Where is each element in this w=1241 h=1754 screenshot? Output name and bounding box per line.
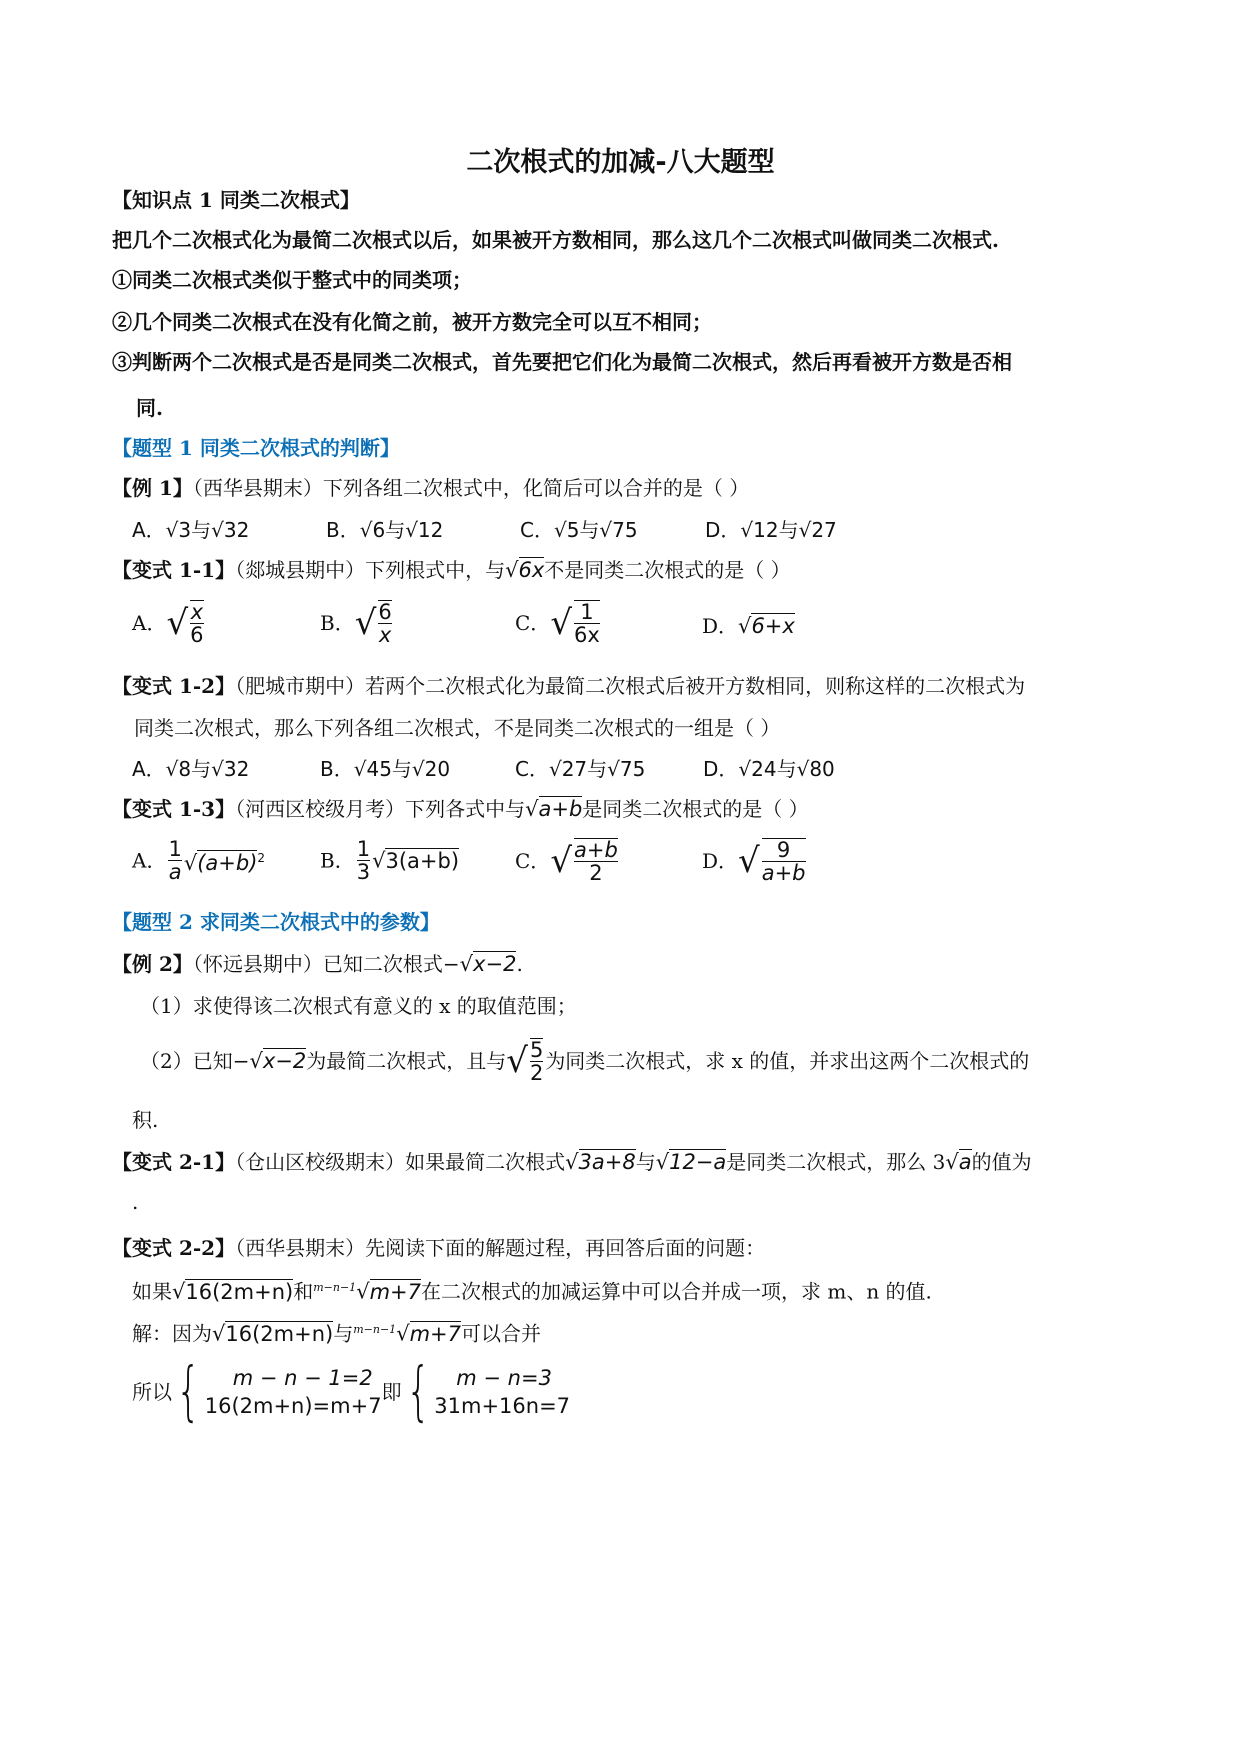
- text: 即: [381, 1380, 402, 1404]
- variant-1-1-stem-a: （郯城县期中）下列根式中，与: [235, 558, 506, 582]
- variant-1-2-stem-b: 同类二次根式，那么下列各组二次根式，不是同类二次根式的一组是（ ）: [134, 716, 781, 740]
- type1-heading: 【题型 1 同类二次根式的判断】: [112, 436, 400, 460]
- example-2-q2: （2）已知−√x−2为最简二次根式，且与√ $\frac{5}{2}$ 为同类二次根式，求 x 的值，并求出这两个二次根式的: [140, 1038, 1030, 1085]
- option-radicand: 6+x: [751, 614, 795, 638]
- example-2: [112, 952, 523, 976]
- fraction-numerator: 9: [776, 838, 791, 862]
- text: 如果: [132, 1279, 172, 1304]
- variant-1-1: [112, 558, 791, 582]
- variant-1-2-option-b: B．√45与√20: [320, 757, 451, 781]
- variant-1-2: [112, 674, 1025, 698]
- text: 与: [333, 1321, 354, 1346]
- variant-2-2-line-1: 如果√16(2m+n)和$^{m-n-1}$√m+7在二次根式的加减运算中可以合并成一项，求 m、n 的值.: [132, 1279, 932, 1304]
- variant-1-3-option-a: A． $\frac{1}{a}$ $√(a+b)^2$: [132, 837, 266, 884]
- radicand: m+7: [369, 1279, 421, 1304]
- variant-2-2: [112, 1236, 765, 1260]
- variant-2-2-tag: 【变式 2-2】: [112, 1236, 236, 1260]
- radicand: 16(2m+n): [185, 1279, 294, 1304]
- fraction-denominator: 2: [589, 861, 603, 885]
- kp1-definition: 把几个二次根式化为最简二次根式以后，如果被开方数相同，那么这几个二次根式叫做同类二次根式.: [112, 228, 999, 252]
- variant-1-3-option-d: D．√ $\frac{9}{a+b}$: [702, 838, 806, 885]
- fraction-numerator: 6: [378, 600, 392, 624]
- example-2-tag: 【例 2】: [112, 952, 193, 976]
- variant-2-1-radicand-1: 3a+8: [578, 1150, 636, 1174]
- kp1-point-3-cont: 同.: [136, 396, 163, 420]
- variant-1-3-stem-b: 是同类二次根式的是（ ）: [582, 797, 809, 821]
- variant-1-1-option-c: C．√ $\frac{1}{6x}$: [515, 600, 600, 647]
- fraction-numerator: 5: [529, 1038, 544, 1062]
- variant-1-3-stem-a: （河西区校级月考）下列各式中与: [235, 797, 526, 821]
- q2-text-c: 为同类二次根式，求 x 的值，并求出这两个二次根式的: [545, 1049, 1030, 1073]
- variant-2-1-radicand-3: a: [958, 1150, 972, 1174]
- variant-2-1-stem-c: 的值为: [971, 1150, 1032, 1174]
- fraction-denominator: 6: [190, 623, 204, 647]
- option-label: C．: [515, 849, 551, 873]
- text: 和: [293, 1279, 314, 1304]
- example-1-tag: 【例 1】: [112, 476, 193, 500]
- example-1-stem: （西华县期末）下列各组二次根式中，化简后可以合并的是（ ）: [192, 476, 750, 500]
- root-index: m−n−1: [353, 1323, 397, 1336]
- kp1-point-2: ②几个同类二次根式在没有化简之前，被开方数完全可以互不相同；: [112, 310, 712, 334]
- text: 解：因为: [132, 1321, 212, 1346]
- radicand: m+7: [409, 1321, 461, 1346]
- variant-2-2-line-3: [132, 1355, 571, 1429]
- example-2-radicand: x−2: [473, 952, 517, 976]
- text: 可以合并: [461, 1321, 541, 1346]
- variant-1-3-option-b: B． $\frac{1}{3}$ √3(a+b): [320, 837, 460, 884]
- option-label: A．: [132, 611, 167, 635]
- fraction-numerator: 1: [168, 837, 182, 861]
- example-1: [112, 476, 749, 500]
- variant-2-1: 【变式 2-1】（仓山区校级期末）如果最简二次根式√3a+8与√12−a是同类二次根式，那么 3√a的值为: [112, 1150, 1032, 1174]
- variant-2-1-blank: .: [132, 1190, 139, 1214]
- example-1-option-b: B．√6与√12: [326, 518, 444, 542]
- example-2-q2-cont: 积.: [132, 1108, 159, 1132]
- q2-radicand: x−2: [262, 1049, 307, 1073]
- variant-1-1-radical: √6x: [505, 558, 545, 582]
- exponent: 2: [257, 851, 266, 865]
- fraction-denominator: 2: [529, 1061, 544, 1085]
- option-label: B．: [320, 848, 355, 873]
- kp1-point-3: ③判断两个二次根式是否是同类二次根式，首先要把它们化为最简二次根式，然后再看被开方数是否相: [112, 350, 1012, 374]
- left-brace-icon: {: [405, 1355, 431, 1429]
- variant-2-1-stem-b: 是同类二次根式，那么 3: [726, 1150, 946, 1174]
- page-title: 二次根式的加减-八大题型: [466, 147, 775, 178]
- fraction-denominator: x: [378, 623, 392, 647]
- equation: 31m+16n=7: [434, 1394, 571, 1418]
- equation: m − n=3: [456, 1366, 552, 1390]
- variant-1-2-option-d: D．√24与√80: [703, 757, 835, 781]
- option-radicand: 3(a+b): [385, 848, 460, 873]
- text: 在二次根式的加减运算中可以合并成一项，求 m、n 的值.: [421, 1279, 932, 1304]
- fraction-numerator: a+b: [573, 838, 618, 862]
- option-label: B．: [320, 611, 355, 635]
- q2-text-a: （2）已知−: [140, 1049, 250, 1073]
- variant-1-1-option-d: D．√6+x: [702, 614, 795, 638]
- type2-heading: 【题型 2 求同类二次根式中的参数】: [112, 910, 440, 934]
- option-label: A．: [132, 848, 167, 873]
- example-2-stem-a: （怀远县期中）已知二次根式−: [192, 952, 460, 976]
- variant-1-1-stem-b: 不是同类二次根式的是（ ）: [544, 558, 791, 582]
- fraction-numerator: 1: [356, 837, 371, 861]
- variant-1-2-option-c: C．√27与√75: [515, 757, 646, 781]
- option-label: C．: [515, 611, 551, 635]
- kp1-heading: 【知识点 1 同类二次根式】: [112, 188, 360, 212]
- variant-1-1-tag: 【变式 1-1】: [112, 558, 236, 582]
- variant-1-2-tag: 【变式 1-2】: [112, 674, 236, 698]
- variant-1-3-radical: √a+b: [525, 797, 583, 821]
- fraction-numerator: 1: [580, 600, 594, 624]
- example-2-stem-b: .: [516, 952, 523, 976]
- variant-1-3: [112, 797, 809, 821]
- variant-2-1-tag: 【变式 2-1】: [112, 1150, 236, 1174]
- equation-system-2: [434, 1364, 570, 1420]
- variant-1-2-stem-a: （肥城市期中）若两个二次根式化为最简二次根式后被开方数相同，则称这样的二次根式为: [235, 674, 1026, 698]
- equation-system-1: [205, 1364, 382, 1420]
- fraction-denominator: 6x: [573, 623, 600, 647]
- variant-1-1-option-b: B．√ $\frac{6}{x}$: [320, 600, 392, 647]
- fraction-denominator: 3: [356, 860, 371, 884]
- equation: 16(2m+n)=m+7: [204, 1394, 382, 1418]
- radicand: 16(2m+n): [225, 1321, 334, 1346]
- kp1-point-1: ①同类二次根式类似于整式中的同类项；: [112, 268, 472, 292]
- variant-1-3-radicand: a+b: [538, 797, 583, 821]
- variant-2-2-line-2: 解：因为√16(2m+n)与$^{m-n-1}$√m+7可以合并: [132, 1321, 541, 1346]
- variant-2-1-radicand-2: 12−a: [669, 1150, 727, 1174]
- option-radicand: (a+b): [197, 851, 258, 875]
- example-1-option-a: A．√3与√32: [132, 518, 250, 542]
- q2-text-b: 为最简二次根式，且与: [306, 1049, 507, 1073]
- variant-2-1-stem-a: （仓山区校级期末）如果最简二次根式: [235, 1150, 566, 1174]
- variant-1-1-option-a: A．√ $\frac{x}{6}$: [132, 600, 204, 647]
- option-label: D．: [702, 614, 739, 638]
- variant-1-3-option-c: C．√ $\frac{a+b}{2}$: [515, 838, 618, 885]
- example-1-option-c: C．√5与√75: [520, 518, 638, 542]
- fraction-numerator: x: [190, 600, 204, 624]
- equation: m − n − 1=2: [232, 1366, 373, 1390]
- variant-1-1-radicand: 6x: [518, 558, 545, 582]
- fraction-denominator: a+b: [761, 861, 806, 885]
- variant-2-2-stem: （西华县期末）先阅读下面的解题过程，再回答后面的问题：: [235, 1236, 766, 1260]
- fraction-denominator: a: [168, 860, 182, 884]
- variant-2-1-mid: 与: [635, 1150, 656, 1174]
- left-brace-icon: {: [176, 1355, 201, 1429]
- variant-1-3-tag: 【变式 1-3】: [112, 797, 236, 821]
- example-2-q1: （1）求使得该二次根式有意义的 x 的取值范围；: [140, 994, 577, 1018]
- text: 所以: [132, 1380, 172, 1404]
- example-1-option-d: D．√12与√27: [705, 518, 837, 542]
- example-2-radical: √x−2: [459, 952, 517, 976]
- root-index: m−n−1: [313, 1281, 357, 1294]
- variant-1-2-option-a: A．√8与√32: [132, 757, 250, 781]
- option-label: D．: [702, 849, 739, 873]
